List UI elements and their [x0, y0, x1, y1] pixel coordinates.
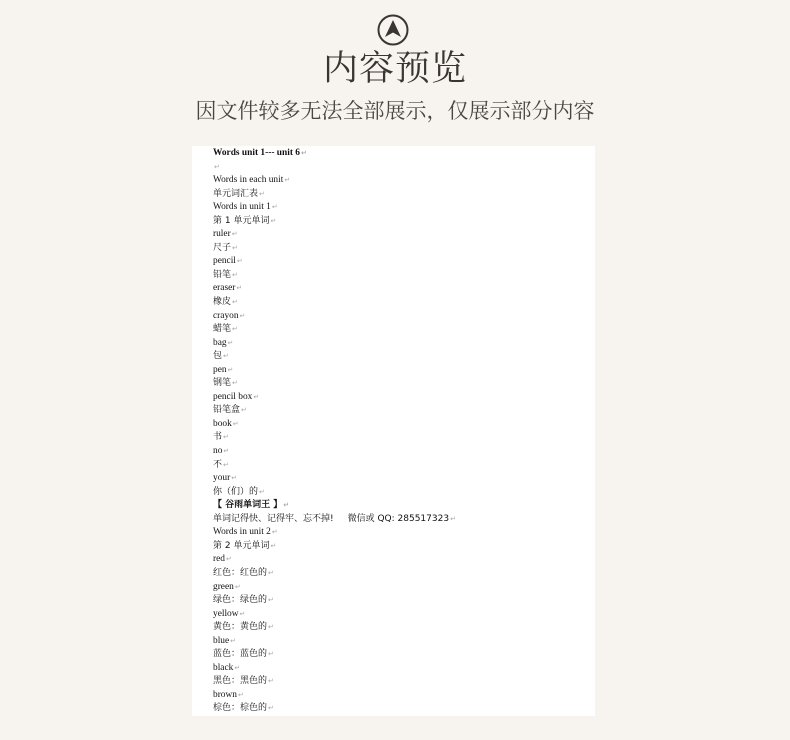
doc-line: 书↵: [213, 432, 229, 443]
doc-line: 不↵: [213, 459, 229, 470]
doc-line: red↵: [213, 554, 232, 565]
document-text: [213, 147, 583, 716]
page-subtitle: 因文件较多无法全部展示，仅展示部分内容: [195, 99, 595, 123]
doc-line: 铅笔↵: [213, 269, 238, 280]
doc-line: black↵: [213, 662, 241, 673]
page-title: 内容预览: [322, 49, 467, 89]
doc-contact: 微信或 QQ: 285517323: [347, 513, 450, 524]
doc-title: Words unit 1--- unit 6↵: [213, 148, 307, 158]
doc-line: 棕色：棕色的↵: [213, 703, 274, 714]
doc-line: ↵: [214, 162, 220, 171]
doc-line: pencil box↵: [213, 391, 260, 402]
doc-line: eraser↵: [213, 283, 243, 294]
doc-line: Words in unit 1↵: [213, 202, 278, 213]
doc-line: 尺子↵: [213, 242, 238, 253]
up-arrow-circle-icon: [377, 14, 409, 46]
doc-line: Words in each unit↵: [213, 175, 291, 186]
doc-line: bag↵: [213, 337, 234, 348]
preview-header: [0, 0, 790, 140]
doc-line: 第 2 单元单词↵: [213, 540, 277, 551]
doc-line: 蜡笔↵: [213, 324, 238, 335]
doc-line: 蓝色：蓝色的↵: [213, 649, 274, 660]
doc-brand-line: 【 谷雨单词王 】↵: [213, 500, 290, 511]
doc-line: 包↵: [213, 351, 229, 362]
doc-slogan-line: 单词记得快、记得牢、忘不掉! 微信或 QQ: 285517323↵: [213, 513, 456, 524]
doc-line: brown↵: [213, 689, 244, 700]
doc-line: no↵: [213, 446, 230, 457]
doc-line: crayon↵: [213, 310, 246, 321]
doc-line: 橡皮↵: [213, 297, 238, 308]
doc-line: 黄色：黄色的↵: [213, 622, 274, 633]
doc-line: 单元词汇表↵: [213, 188, 265, 199]
doc-line: Words in unit 2↵: [213, 527, 278, 538]
doc-line: pencil↵: [213, 256, 243, 267]
document-preview-page: [192, 146, 595, 716]
doc-line: book↵: [213, 418, 239, 429]
doc-line: 绿色：绿色的↵: [213, 595, 274, 606]
doc-line: green↵: [213, 581, 241, 592]
doc-line: 红色：红色的↵: [213, 567, 274, 578]
doc-line: 铅笔盒↵: [213, 405, 247, 416]
doc-line: 你（们）的↵: [213, 486, 265, 497]
doc-line: ruler↵: [213, 229, 238, 240]
doc-line: blue↵: [213, 635, 237, 646]
doc-line: 黑色：黑色的↵: [213, 676, 274, 687]
doc-line: pen↵: [213, 364, 234, 375]
doc-line: 第 1 单元单词↵: [213, 215, 277, 226]
doc-line: yellow↵: [213, 608, 246, 619]
doc-line: your↵: [213, 473, 238, 484]
doc-line: 钢笔↵: [213, 378, 238, 389]
